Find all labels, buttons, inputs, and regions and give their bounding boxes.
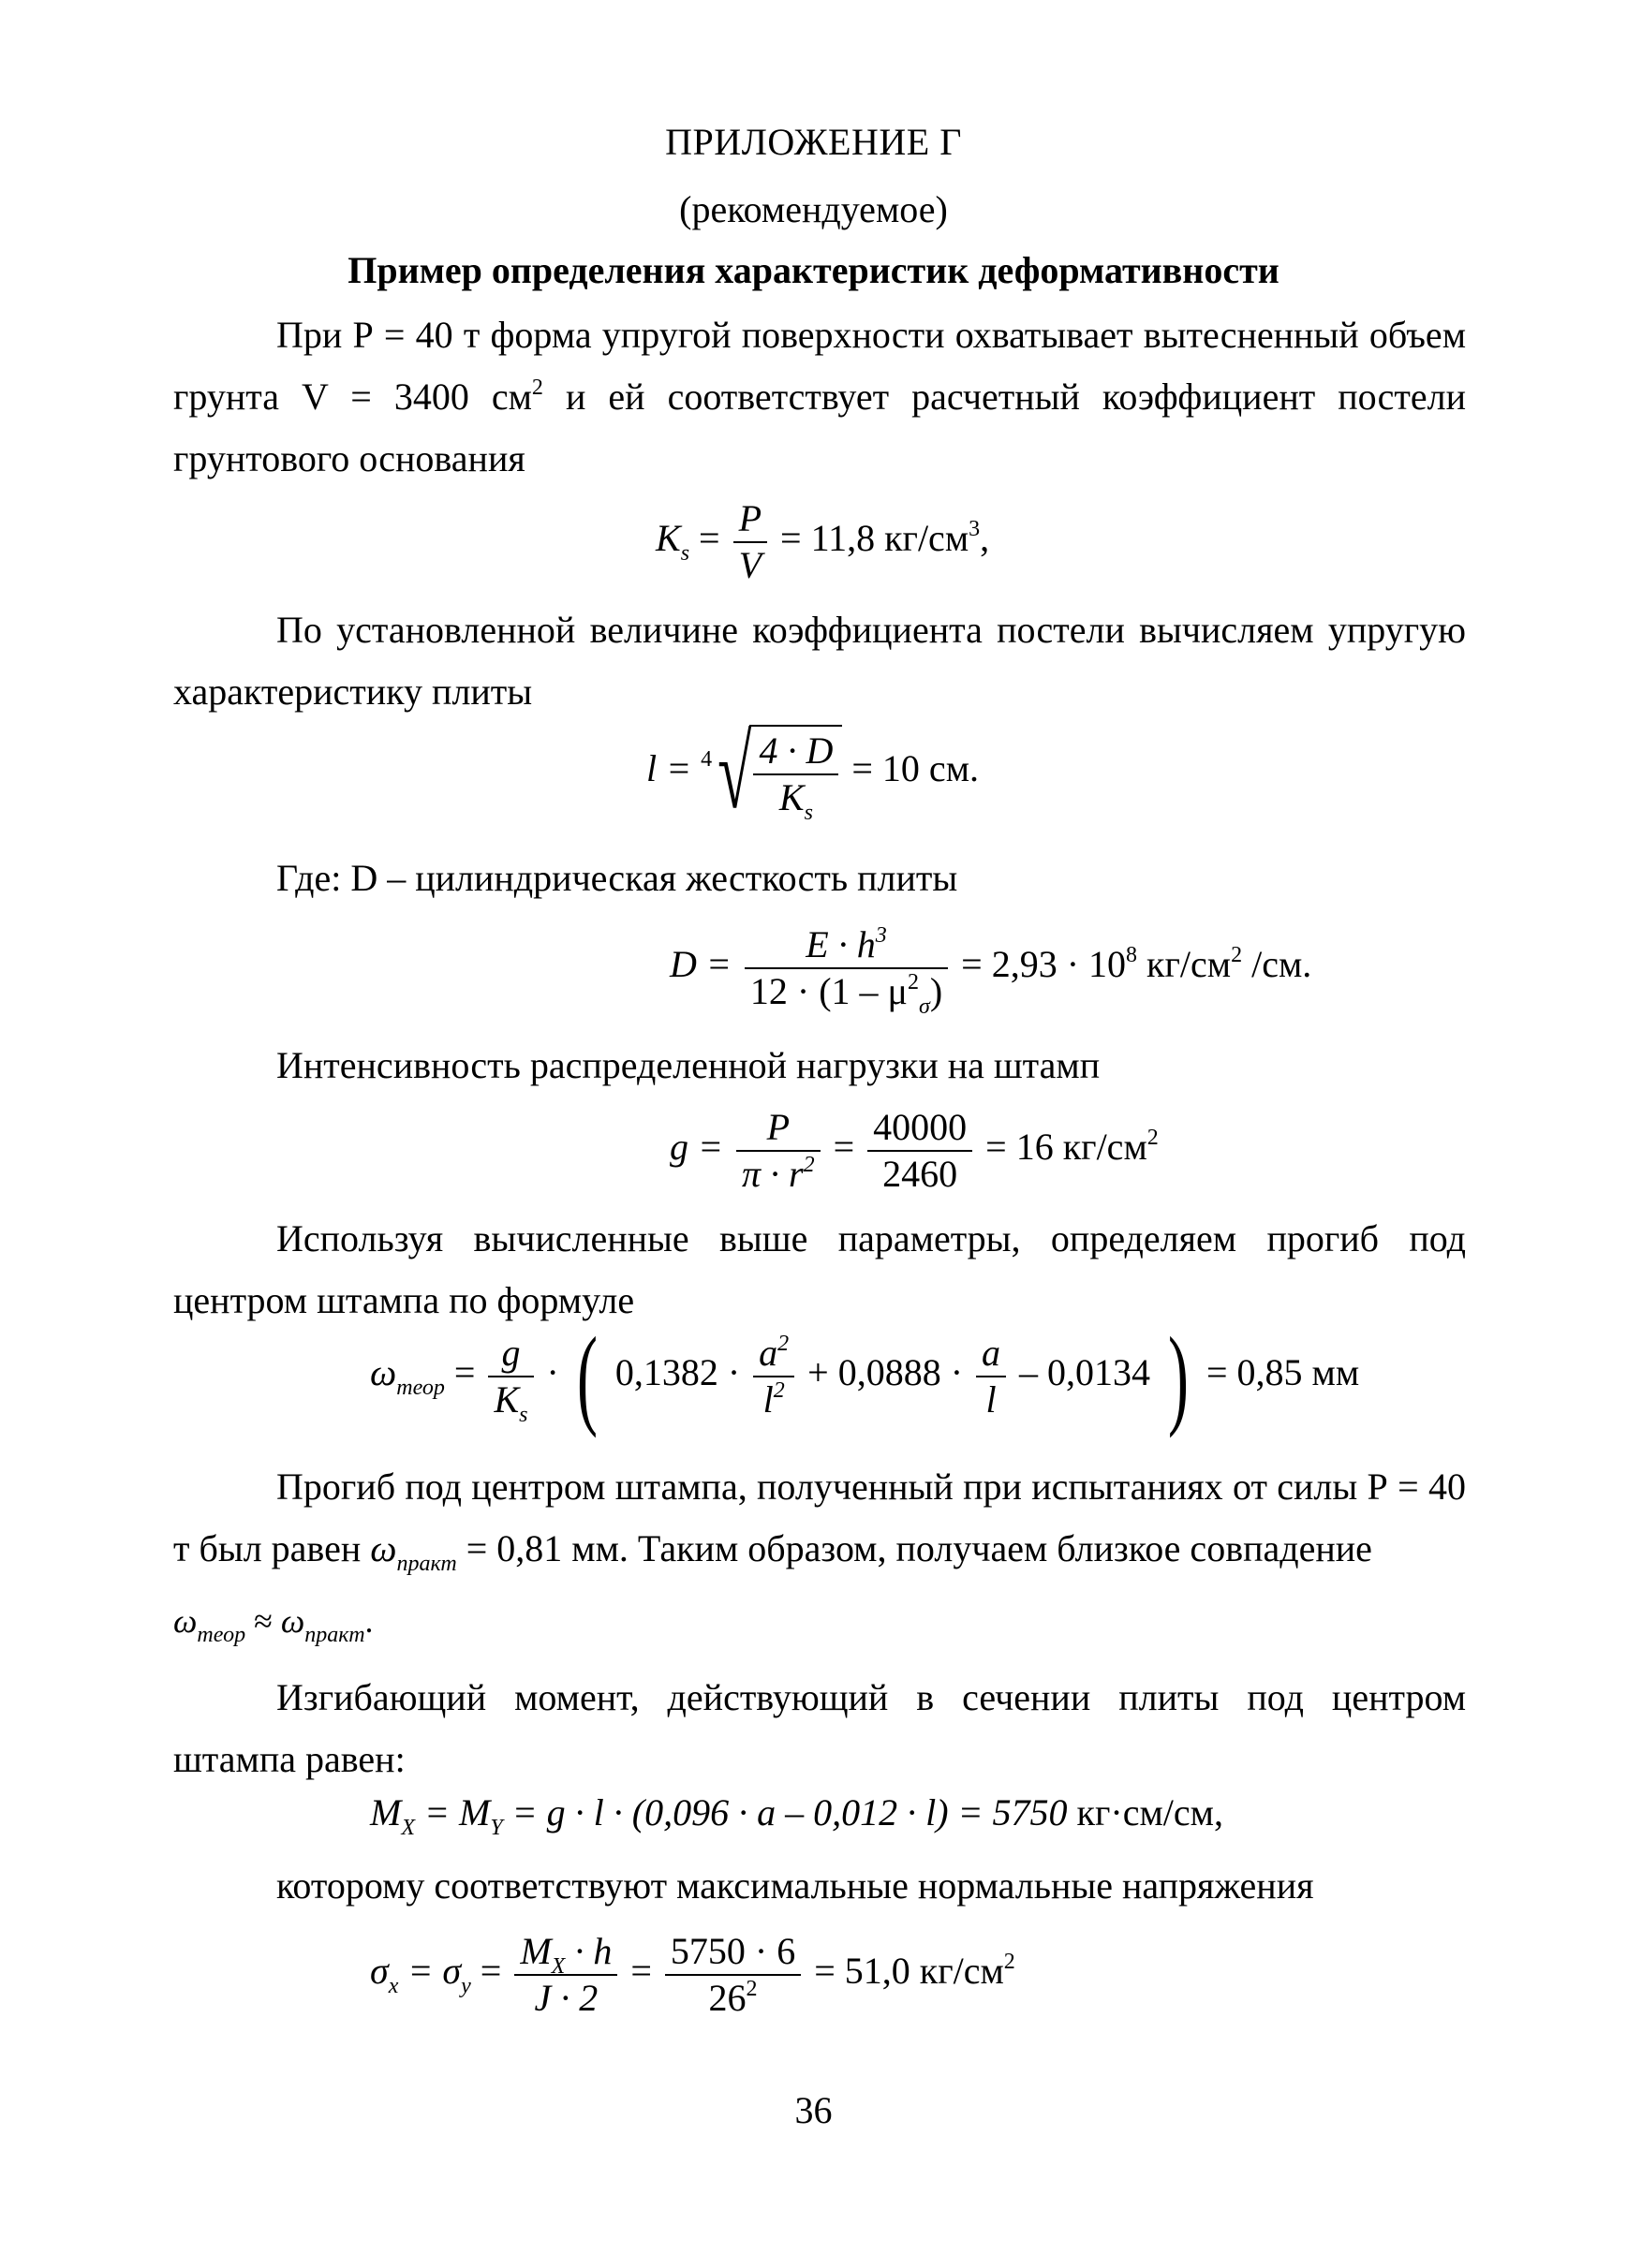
p6-text-a: Прогиб под центром штампа, полученный при испытаниях от силы Р = 40 т был равен <box>173 1465 1466 1569</box>
f8-eq: = σ <box>398 1950 462 1993</box>
f7-sub1: X <box>401 1816 415 1840</box>
f1-lhs: K <box>656 517 681 560</box>
f8-eq2: = <box>470 1950 502 1993</box>
paragraph-4 <box>173 1035 1466 1097</box>
f5-a2: a <box>759 1332 778 1374</box>
p7-text: Изгибающий момент, действующий в сечении плиты под центром штампа равен: <box>173 1676 1466 1780</box>
paragraph-7 <box>173 1667 1466 1790</box>
f2-root: $^4$√ $\frac{4 \cdot D}{K_s}$ <box>701 721 842 824</box>
f2-den-sub: s <box>804 801 813 825</box>
f5-l: l <box>985 1378 997 1421</box>
formula-d <box>670 922 1312 1019</box>
f5-a: a <box>976 1331 1006 1377</box>
f3-den-sup: 2 <box>907 970 919 994</box>
f8-den2-sup: 2 <box>746 1977 758 2001</box>
f2-lhs: l = <box>646 747 692 790</box>
paragraph-5 <box>173 1208 1466 1332</box>
f5-result: = 0,85 мм <box>1206 1351 1360 1394</box>
paragraph-8 <box>276 1863 1314 1907</box>
p6-comparison <box>173 1601 374 1647</box>
p4-text: Интенсивность распределенной нагрузки на штамп <box>276 1044 1101 1086</box>
f1-lhs-sub: s <box>680 541 690 567</box>
p5-text: Используя вычисленные выше параметры, определяем прогиб под центром штампа по формуле <box>173 1217 1466 1321</box>
paragraph-1 <box>173 304 1466 490</box>
f4-fraction-1 <box>736 1105 821 1197</box>
f2-den: K <box>778 776 805 818</box>
p6-cmp-a: ω <box>173 1602 198 1640</box>
f3-num: E · h <box>806 923 876 965</box>
f2-root-index: 4 <box>701 747 713 773</box>
f3-den-sub: σ <box>918 994 930 1019</box>
f4-lhs: g = <box>670 1126 723 1169</box>
f8-den1: J · 2 <box>534 1977 599 2019</box>
f5-l2: l <box>762 1378 774 1421</box>
f4-den2: 2460 <box>882 1153 958 1195</box>
f4-fraction-2 <box>867 1105 972 1197</box>
f3-num-sup: 3 <box>875 923 887 948</box>
f4-result: = 16 кг/см <box>985 1126 1147 1169</box>
f7-m: M <box>370 1791 402 1834</box>
page-number: 36 <box>794 2089 833 2131</box>
p3-text: Где: D – цилиндрическая жесткость плиты <box>276 857 958 899</box>
f5-fraction-g <box>488 1331 533 1427</box>
appendix-subtitle: (рекомендуемое) <box>679 188 948 230</box>
section-heading: Пример определения характеристик деформативности <box>348 249 1279 291</box>
p6-text-b: мм. Таким образом, получаем близкое совпадение <box>562 1527 1372 1569</box>
p6-cmp-op: ≈ <box>245 1602 281 1640</box>
p2-text: По установленной величине коэффициента постели вычисляем упругую характеристику плиты <box>173 609 1466 713</box>
f8-fraction-2 <box>665 1929 801 2021</box>
f4-result-sup: 2 <box>1146 1126 1159 1151</box>
f8-num2: 5750 · 6 <box>665 1929 801 1976</box>
paragraph-6 <box>173 1456 1466 1580</box>
formula-moment <box>370 1790 1223 1840</box>
p6-omega: ω <box>370 1527 397 1569</box>
p6-cmp-b-sub: практ <box>304 1623 365 1647</box>
f4-num1: P <box>736 1105 821 1152</box>
f5-fraction-a2 <box>753 1331 794 1422</box>
f5-den: K <box>494 1378 520 1421</box>
p6-cmp-a-sub: теор <box>197 1623 246 1647</box>
f8-fraction-1 <box>514 1929 617 2021</box>
f1-tail: , <box>980 517 990 560</box>
f8-num1: M <box>520 1930 552 1972</box>
f5-num: g <box>488 1331 533 1377</box>
f8-den2: 26 <box>708 1977 747 2019</box>
f5-a2-sup: 2 <box>777 1332 790 1356</box>
f3-result-sup: 8 <box>1126 943 1138 968</box>
p1-text-b: и ей соответствует расчетный коэффициент постели грунтового основания <box>173 376 1466 479</box>
f1-num: P <box>733 496 767 543</box>
f5-l2-sup: 2 <box>773 1378 785 1403</box>
f7-body: = g · l · (0,096 · a – 0,012 · l) = 5750 <box>502 1791 1068 1834</box>
f7-eq: = M <box>415 1791 491 1834</box>
f3-den-a: 12 · (1 – μ <box>749 970 908 1012</box>
f5-den-sub: s <box>519 1403 528 1427</box>
paragraph-2 <box>173 599 1466 723</box>
f3-result: = 2,93 · 10 <box>961 943 1127 986</box>
f5-fraction-a <box>976 1331 1006 1422</box>
f4-num2: 40000 <box>867 1105 972 1152</box>
f8-result: = 51,0 кг/см <box>814 1950 1004 1993</box>
f8-sigma-x: σ <box>370 1950 389 1993</box>
f8-num1-sub: X <box>551 1954 566 1979</box>
f8-result-sup: 2 <box>1003 1950 1015 1975</box>
f1-fraction <box>733 496 767 588</box>
p8-text: которому соответствуют максимальные нормальные напряжения <box>276 1864 1314 1907</box>
f2-num: 4 · D <box>753 729 838 775</box>
f3-lhs: D = <box>670 943 732 986</box>
f3-units: кг/см <box>1137 943 1232 986</box>
f1-result: = 11,8 кг/см <box>780 517 969 560</box>
f1-result-sup: 3 <box>969 517 981 542</box>
f4-den1-sup: 2 <box>803 1153 815 1177</box>
p6-value: = 0,81 <box>456 1527 563 1569</box>
paragraph-3 <box>173 847 1466 909</box>
f1-den: V <box>738 544 762 586</box>
f3-units-sup: 2 <box>1231 943 1243 968</box>
f8-sigma-x-sub: x <box>388 1974 399 1999</box>
f4-den1: π · r <box>742 1153 804 1195</box>
f8-num1-tail: · h <box>565 1930 613 1972</box>
f8-sigma-y-sub: y <box>461 1974 471 1999</box>
f7-sub2: Y <box>490 1816 503 1840</box>
f5-lhs-sub: теор <box>396 1376 445 1401</box>
f5-lhs: ω <box>370 1351 397 1394</box>
formula-g: g = $\frac{P}{\pi \cdot r^2}$ = $\frac{40000}{2460}$ = 16 $кг/см^2$ <box>670 1106 1159 1195</box>
p6-cmp-tail: . <box>364 1602 374 1640</box>
formula-sigma: $\sigma_x = \sigma_y$ = $\frac{M_X \cdot h}{J \cdot 2}$ = $\frac{5750 \cdot 6}{26^2}$ = 51,0 $кг/см^2$ <box>370 1930 1015 2019</box>
p6-omega-sub: практ <box>396 1552 457 1576</box>
p1-sup: 2 <box>531 376 543 400</box>
formula-omega: $\omega_{теор}$ = $\frac{g}{K_s}$ · ( 0,1382 · $\frac{a^2}{l^2}$ + 0,0888 · $\frac{a}{l}$ – 0,0134 ) = 0,85 мм <box>370 1314 1360 1438</box>
formula-l <box>646 715 979 830</box>
f3-den-b: ) <box>929 970 943 1012</box>
f2-result: = 10 см. <box>851 747 979 790</box>
f3-fraction <box>745 922 948 1019</box>
f5-term3: – 0,0134 <box>1019 1351 1151 1394</box>
p1-text-a: При Р = 40 т форма упругой поверхности охватывает вытесненный объем грунта V = 3400 см <box>173 314 1466 418</box>
f7-units: кг·см/см, <box>1067 1791 1223 1834</box>
formula-ks: $K_s$ = $\frac{P}{V}$ = 11,8 $кг/см^3$, <box>656 497 990 586</box>
f5-term2: + 0,0888 · <box>807 1351 964 1394</box>
appendix-title: ПРИЛОЖЕНИЕ Г <box>665 121 962 163</box>
f3-units-tail: /см. <box>1242 943 1312 986</box>
p6-cmp-b: ω <box>280 1602 305 1640</box>
f5-term1: 0,1382 · <box>614 1351 741 1394</box>
